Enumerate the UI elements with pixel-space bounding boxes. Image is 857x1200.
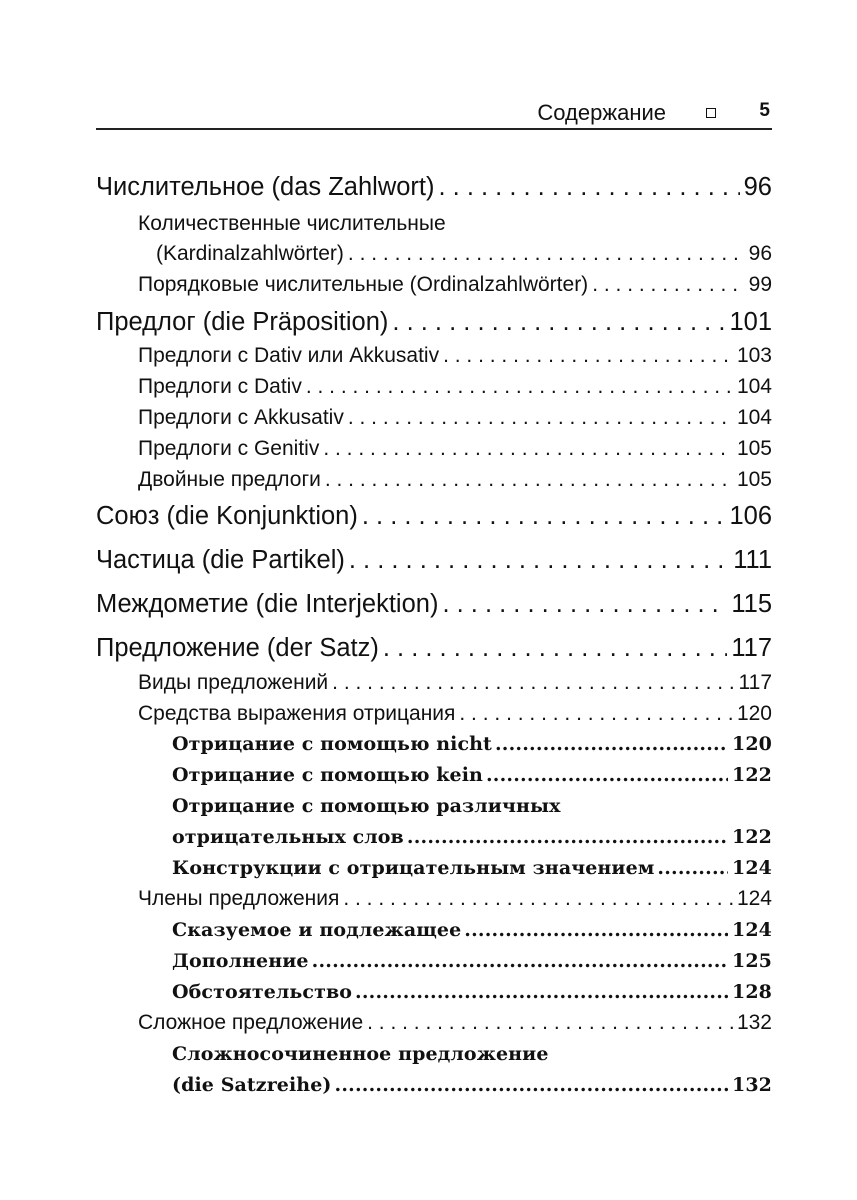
toc-entry-page: 96: [743, 173, 772, 201]
toc-entry-page: 111: [733, 546, 772, 574]
toc-entry-chapter[interactable]: [96, 589, 772, 619]
toc-leader-dots: [344, 406, 733, 430]
toc-entry-section[interactable]: [96, 344, 772, 368]
toc-entry-title: Междометие (die Interjektion): [96, 590, 439, 618]
toc-entry-chapter[interactable]: [96, 545, 772, 575]
toc-entry-section[interactable]: [96, 468, 772, 492]
toc-entry-page: 128: [732, 981, 772, 1003]
toc-leader-dots: [435, 172, 740, 202]
toc-entry-page: 117: [738, 671, 772, 694]
toc-leader-dots: [328, 671, 734, 695]
toc-entry-title: Конструкции с отрицательным значением: [172, 857, 655, 879]
toc-leader-dots: [363, 1011, 733, 1035]
toc-entry-page: 101: [729, 308, 772, 336]
toc-entry-page: 103: [736, 344, 772, 367]
toc-entry-title: Сказуемое и подлежащее: [172, 919, 462, 941]
toc-leader-dots: [332, 1073, 729, 1097]
toc-entry-page: 124: [732, 857, 772, 879]
toc-entry-subsection[interactable]: [96, 732, 772, 756]
square-bullet-icon: [706, 108, 716, 118]
toc-entry-title: Предлог (die Präposition): [96, 308, 389, 336]
toc-entry-title: Союз (die Konjunktion): [96, 502, 358, 530]
toc-entry-page: 117: [731, 634, 772, 662]
toc-leader-dots: [358, 501, 726, 531]
toc-leader-dots: [455, 702, 733, 726]
toc-entry-subsection[interactable]: [96, 763, 772, 787]
toc-leader-dots: [483, 763, 728, 787]
toc-entry-subsection[interactable]: [96, 856, 772, 880]
toc-entry-page: 124: [736, 887, 772, 910]
toc-leader-dots: [439, 344, 733, 368]
toc-entry-page: 120: [736, 702, 772, 725]
toc-entry-title: Сложное предложение: [138, 1011, 364, 1034]
toc-leader-dots: [654, 856, 728, 880]
page-number: 5: [759, 100, 770, 121]
toc-entry-section[interactable]: [96, 406, 772, 430]
toc-entry-title: Порядковые числительные (Ordinalzahlwörter): [138, 273, 589, 296]
toc-entry-page: 115: [731, 590, 772, 618]
toc-leader-dots: [438, 589, 727, 619]
toc-leader-dots: [461, 918, 728, 942]
toc-entry-subsection[interactable]: [96, 949, 772, 973]
toc-entry-line2: [172, 1073, 772, 1097]
running-header: [96, 98, 772, 130]
toc-entry-title: Числительное (das Zahlwort): [96, 173, 435, 201]
toc-leader-dots: [302, 375, 733, 399]
table-of-contents: [96, 172, 772, 1097]
toc-entry-page: 132: [736, 1011, 772, 1034]
toc-leader-dots: [379, 633, 727, 663]
toc-entry-chapter[interactable]: [96, 172, 772, 202]
toc-entry-title-line1: Количественные числительные: [138, 212, 446, 235]
toc-entry-section[interactable]: [96, 671, 772, 695]
toc-entry-line2: [138, 242, 772, 266]
toc-entry-subsection[interactable]: [96, 980, 772, 1004]
toc-entry-title-line1: Сложносочиненное предложение: [172, 1043, 549, 1065]
toc-entry-title: Отрицание с помощью kein: [172, 764, 483, 786]
toc-entry-chapter[interactable]: [96, 307, 772, 337]
toc-entry-title: Средства выражения отрицания: [138, 702, 456, 725]
toc-entry-title: Двойные предлоги: [138, 468, 321, 491]
toc-entry-page: 99: [748, 273, 772, 296]
toc-leader-dots: [388, 307, 725, 337]
toc-entry-page: 105: [736, 437, 772, 460]
toc-entry-title: Предлоги с Akkusativ: [138, 406, 344, 429]
toc-entry-subsection[interactable]: [96, 1042, 772, 1097]
toc-entry-subsection[interactable]: [96, 794, 772, 849]
toc-leader-dots: [345, 545, 729, 575]
toc-leader-dots: [309, 949, 728, 973]
toc-leader-dots: [352, 980, 728, 1004]
toc-entry-chapter[interactable]: [96, 633, 772, 663]
toc-entry-page: 124: [732, 919, 772, 941]
toc-leader-dots: [321, 468, 733, 492]
toc-leader-dots: [344, 242, 745, 266]
toc-entry-title: Виды предложений: [138, 671, 329, 694]
toc-entry-page: 122: [732, 764, 772, 786]
toc-leader-dots: [404, 825, 728, 849]
toc-leader-dots: [339, 887, 733, 911]
toc-entry-page: 104: [736, 375, 772, 398]
toc-entry-section[interactable]: [96, 437, 772, 461]
toc-entry-section[interactable]: [96, 887, 772, 911]
toc-entry-page: 96: [748, 242, 772, 265]
toc-entry-page: 105: [736, 468, 772, 491]
toc-entry-title: Предлоги с Dativ или Akkusativ: [138, 344, 440, 367]
toc-entry-title: (die Satzreihe): [172, 1074, 332, 1096]
toc-entry-subsection[interactable]: [96, 918, 772, 942]
toc-entry-title: Дополнение: [172, 950, 309, 972]
toc-entry-page: 106: [729, 502, 772, 530]
toc-entry-title: отрицательных слов: [172, 826, 404, 848]
toc-entry-section[interactable]: [96, 702, 772, 726]
toc-leader-dots: [319, 437, 733, 461]
toc-entry-page: 132: [732, 1074, 772, 1096]
toc-entry-page: 120: [732, 733, 772, 755]
toc-entry-page: 125: [732, 950, 772, 972]
toc-entry-section[interactable]: [96, 1011, 772, 1035]
toc-leader-dots: [492, 732, 728, 756]
toc-entry-title: Предложение (der Satz): [96, 634, 379, 662]
toc-entry-title: Члены предложения: [138, 887, 340, 910]
toc-entry-title: Частица (die Partikel): [96, 546, 345, 574]
toc-entry-title: Обстоятельство: [172, 981, 353, 1003]
toc-entry-section[interactable]: [96, 375, 772, 399]
toc-entry-title: Отрицание с помощью nicht: [172, 733, 492, 755]
toc-entry-section[interactable]: [96, 273, 772, 297]
toc-entry-page: 122: [732, 826, 772, 848]
toc-entry-title-line1: Отрицание с помощью различных: [172, 795, 561, 817]
toc-entry-title: (Kardinalzahlwörter): [156, 242, 344, 265]
toc-entry-page: 104: [736, 406, 772, 429]
toc-entry-title: Предлоги с Genitiv: [138, 437, 320, 460]
toc-entry-line2: [172, 825, 772, 849]
toc-leader-dots: [588, 273, 744, 297]
running-header-title: Содержание: [537, 100, 666, 125]
toc-entry-title: Предлоги с Dativ: [138, 375, 302, 398]
toc-entry-chapter[interactable]: [96, 501, 772, 531]
toc-entry-section[interactable]: [96, 212, 772, 266]
